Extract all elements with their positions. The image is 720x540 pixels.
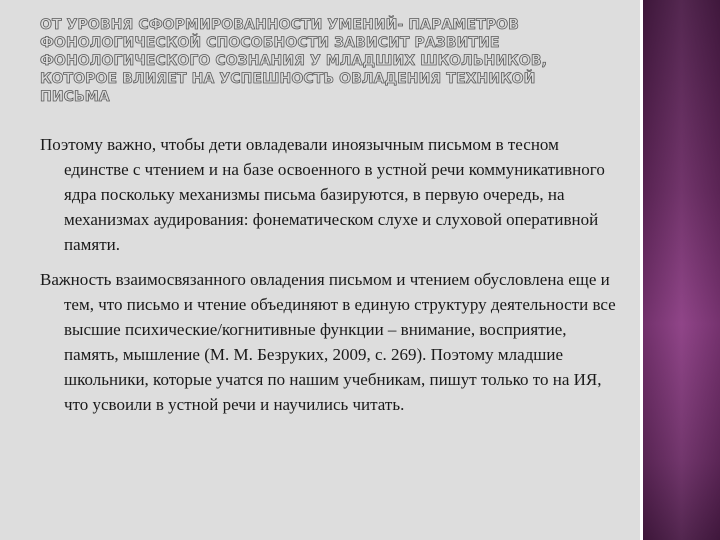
paragraph-2: Важность взаимосвязанного овладения письмом и чтением обусловлена еще и тем, что письмо и чтение объединяют в единую структуру деятельности все высшие психические/когнитивные функции – внимание, восприятие, память, мышление (М. М. Безруких, 2009, с. 269). Поэтому младшие школьники, которые учатся по нашим учебникам, пишут только то на ИЯ, что усвоили в устной речи и научились читать. [40, 270, 616, 414]
paragraph-1: Поэтому важно, чтобы дети овладевали иноязычным письмом в тесном единстве с чтением и на базе освоенного в устной речи коммуникативного ядра поскольку механизмы письма базируются, в первую очередь, на механизмах аудирования: фонематическом слухе и слуховой оперативной памяти. [40, 135, 605, 254]
decorative-side-band [643, 0, 720, 540]
slide-body [40, 132, 620, 427]
slide-title: ОТ УРОВНЯ СФОРМИРОВАННОСТИ УМЕНИЙ- ПАРАМЕТРОВ ФОНОЛОГИЧЕСКОЙ СПОСОБНОСТИ ЗАВИСИТ РАЗВИТИЕ ФОНОЛОГИЧЕСКОГО СОЗНАНИЯ У МЛАДШИХ ШКОЛЬНИКОВ, КОТОРОЕ ВЛИЯЕТ НА УСПЕШНОСТЬ ОВЛАДЕНИЯ ТЕХНИКОЙ ПИСЬМА [40, 17, 548, 105]
